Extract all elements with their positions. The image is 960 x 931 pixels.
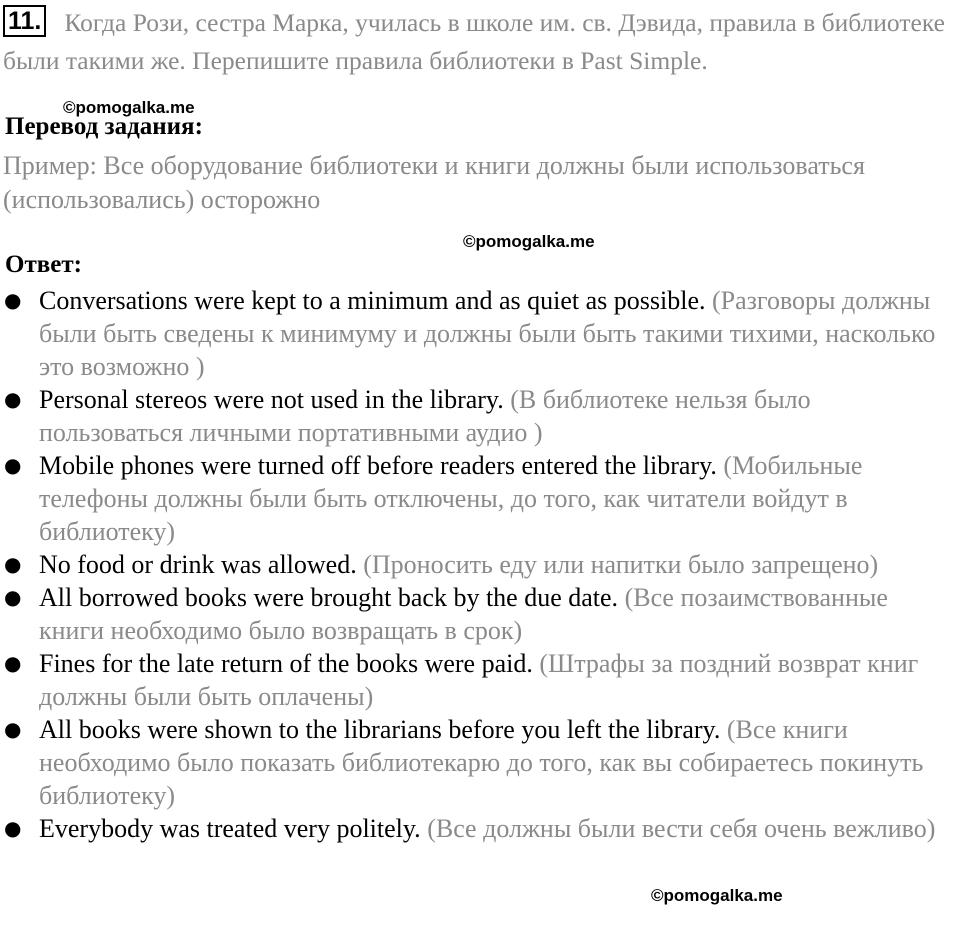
- watermark: ©pomogalka.me: [63, 98, 195, 117]
- bullet-icon: ●: [4, 288, 22, 312]
- answer-russian: (Все книги необходимо было показать библиотекарю до того, как вы собираетесь покинуть библиотеку): [39, 715, 924, 810]
- answer-english: Fines for the late return of the books were paid.: [39, 649, 533, 678]
- answer-item: [0, 548, 958, 581]
- answer-item: [0, 713, 958, 812]
- answer-russian: (Штрафы за поздний возврат книг должны были быть оплачены): [39, 649, 919, 711]
- bullet-icon: ●: [4, 651, 22, 675]
- answer-list: [0, 284, 958, 845]
- bullet-icon: ●: [4, 585, 22, 609]
- answer-english: Personal stereos were not used in the library.: [39, 385, 504, 414]
- answer-item: [0, 647, 958, 713]
- task-text: Когда Рози, сестра Марка, училась в школе им. св. Дэвида, правила в библиотеке были такими же. Перепишите правила библиотеки в Past Simple.: [3, 8, 945, 75]
- answer-english: Mobile phones were turned off before readers entered the library.: [39, 451, 717, 480]
- answer-russian: (Разговоры должны были быть сведены к минимуму и должны были быть такими тихими, насколько это возможно ): [39, 286, 936, 381]
- answer-english: No food or drink was allowed.: [39, 550, 357, 579]
- watermark: ©pomogalka.me: [651, 886, 783, 905]
- task-number-box: 11.: [3, 5, 46, 37]
- answer-item: [0, 383, 958, 449]
- answer-item: [0, 812, 958, 845]
- task-statement: [3, 4, 958, 80]
- answer-item: [0, 581, 958, 647]
- answer-russian: (В библиотеке нельзя было пользоваться личными портативными аудио ): [39, 385, 811, 447]
- bullet-icon: ●: [4, 453, 22, 477]
- answer-english: All borrowed books were brought back by the due date.: [39, 583, 619, 612]
- answer-english: All books were shown to the librarians before you left the library.: [39, 715, 721, 744]
- bullet-icon: ●: [4, 387, 22, 411]
- answer-russian: (Все должны были вести себя очень вежливо): [427, 814, 936, 843]
- translation-heading: Перевод задания:: [5, 113, 203, 140]
- answer-russian: (Проносить еду или напитки было запрещено): [363, 550, 879, 579]
- watermark: ©pomogalka.me: [463, 232, 595, 251]
- answer-english: Everybody was treated very politely.: [39, 814, 421, 843]
- answer-item: [0, 449, 958, 548]
- answer-item: [0, 284, 958, 383]
- answer-russian: (Мобильные телефоны должны были быть отключены, до того, как читатели войдут в библиотеку): [39, 451, 863, 546]
- answer-heading: Ответ:: [5, 251, 82, 278]
- translation-text: Пример: Все оборудование библиотеки и книги должны были использоваться (использовались) осторожно: [3, 151, 865, 214]
- bullet-icon: ●: [4, 717, 22, 741]
- bullet-icon: ●: [4, 552, 22, 576]
- answer-russian: (Все позаимствованные книги необходимо было возвращать в срок): [39, 583, 888, 645]
- bullet-icon: ●: [4, 816, 22, 840]
- answer-english: Conversations were kept to a minimum and as quiet as possible.: [39, 286, 706, 315]
